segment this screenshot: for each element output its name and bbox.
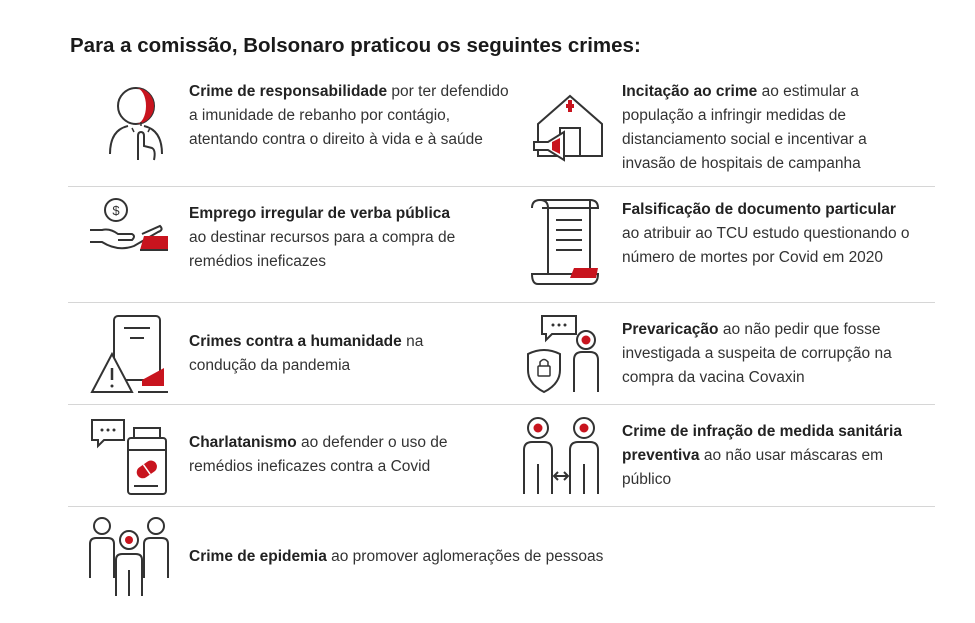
crime-text: Falsificação de documento particular ao atribuir ao TCU estudo questionando o número de mortes por Covid em 2020 (622, 201, 910, 266)
page-title: Para a comissão, Bolsonaro praticou os seguintes crimes: (70, 34, 641, 57)
divider (68, 506, 935, 507)
two-people-distance-icon (518, 414, 608, 498)
warning-document-icon (88, 314, 172, 396)
crime-text: Incitação ao crime ao estimular a população a infringir medidas de distanciamento social e incentivar a invasão de hospitais de campanha (622, 83, 867, 172)
crime-text: Prevaricação ao não pedir que fosse investigada a suspeita de corrupção na compra da vacina Covaxin (622, 321, 892, 386)
crime-text: Crime de infração de medida sanitária preventiva ao não usar máscaras em público (622, 423, 902, 488)
divider (68, 186, 935, 187)
crime-text: Charlatanismo ao defender o uso de remédios ineficazes contra a Covid (189, 434, 448, 475)
hospital-megaphone-icon (530, 84, 610, 164)
document-scroll-icon (524, 198, 604, 290)
divider (68, 404, 935, 405)
crime-text: Crime de epidemia ao promover aglomerações de pessoas (189, 548, 604, 565)
crime-text: Emprego irregular de verba pública ao destinar recursos para a compra de remédios ineficazes (189, 205, 456, 270)
person-touch-icon (104, 84, 164, 164)
crime-text: Crimes contra a humanidade na condução da pandemia (189, 333, 424, 374)
person-shield-icon (524, 312, 604, 396)
money-hand-icon (88, 196, 172, 260)
crime-text: Crime de responsabilidade por ter defendido a imunidade de rebanho por contágio, atentando contra o direito à vida e à saúde (189, 83, 509, 148)
divider (68, 302, 935, 303)
svg-text:$: $ (112, 203, 120, 218)
pill-bottle-icon (88, 416, 172, 496)
crowd-icon (88, 514, 172, 598)
